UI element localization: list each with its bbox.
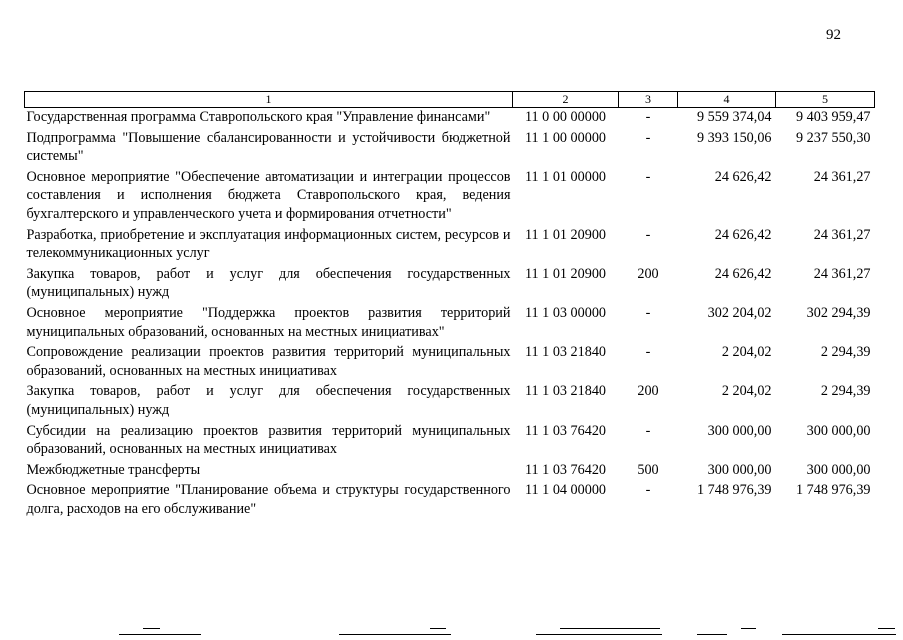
table-row xyxy=(25,129,875,168)
amount-2: 300 000,00 xyxy=(806,461,871,478)
item-name: Разработка, приобретение и эксплуатация информационных систем, ресурсов и телекоммуникационных услуг xyxy=(26,226,511,262)
table-row xyxy=(25,108,875,129)
expense-type: - xyxy=(645,129,651,146)
expense-type: - xyxy=(645,304,651,321)
item-name: Подпрограмма "Повышение сбалансированности и устойчивости бюджетной системы" xyxy=(26,129,511,165)
amount-2: 9 237 550,30 xyxy=(796,129,871,146)
expense-type: 200 xyxy=(637,265,659,282)
expense-type: - xyxy=(645,422,651,439)
table-row xyxy=(25,226,875,265)
expense-type: - xyxy=(645,344,651,361)
amount-1: 300 000,00 xyxy=(707,461,772,478)
item-code: 11 0 00 00000 xyxy=(524,109,607,125)
signature-line xyxy=(339,634,451,635)
expense-type: 500 xyxy=(637,461,659,478)
signature-line xyxy=(430,628,446,629)
amount-2: 9 403 959,47 xyxy=(796,109,871,125)
item-code: 11 1 03 21840 xyxy=(524,383,607,400)
item-name: Сопровождение реализации проектов развития территорий муниципальных образований, основанных на местных инициативах xyxy=(26,344,511,379)
table-row xyxy=(25,304,875,343)
signature-line xyxy=(560,628,660,629)
column-header-amount-2: 5 xyxy=(776,92,875,108)
expense-type: 200 xyxy=(637,383,659,400)
item-code: 11 1 04 00000 xyxy=(524,482,607,499)
table-row xyxy=(25,481,875,520)
amount-1: 300 000,00 xyxy=(707,422,772,439)
amount-1: 24 626,42 xyxy=(714,265,772,282)
amount-1: 2 204,02 xyxy=(721,383,772,400)
signature-line xyxy=(741,628,756,629)
item-name: Закупка товаров, работ и услуг для обеспечения государственных (муниципальных) нужд xyxy=(26,265,511,301)
item-name: Основное мероприятие "Поддержка проектов развития территорий муниципальных образований, основанных на местных инициативах" xyxy=(26,304,511,340)
item-name: Межбюджетные трансферты xyxy=(26,461,201,478)
amount-1: 9 559 374,04 xyxy=(697,109,772,125)
item-name: Основное мероприятие "Обеспечение автоматизации и интеграции процессов составления и исполнения бюджета Ставропольского края, ведения бухгалтерского и управленческого учета и формирования отчетности" xyxy=(26,168,511,222)
amount-2: 2 294,39 xyxy=(820,344,871,361)
item-code: 11 1 01 20900 xyxy=(524,226,607,243)
budget-table xyxy=(24,91,875,520)
column-header-amount-1: 4 xyxy=(678,92,776,108)
amount-1: 24 626,42 xyxy=(714,226,772,243)
amount-2: 2 294,39 xyxy=(820,383,871,400)
item-code: 11 1 01 00000 xyxy=(524,168,607,185)
column-header-type: 3 xyxy=(619,92,678,108)
amount-1: 9 393 150,06 xyxy=(697,129,772,146)
column-number-header-row xyxy=(25,92,875,108)
item-code: 11 1 00 00000 xyxy=(524,129,607,146)
amount-2: 24 361,27 xyxy=(813,265,871,282)
table-row xyxy=(25,422,875,461)
column-header-code: 2 xyxy=(513,92,619,108)
signature-line xyxy=(782,634,896,635)
item-name: Государственная программа Ставропольского края "Управление финансами" xyxy=(26,109,491,125)
table-row xyxy=(25,265,875,304)
table-row xyxy=(25,168,875,226)
amount-2: 300 000,00 xyxy=(806,422,871,439)
amount-2: 24 361,27 xyxy=(813,168,871,185)
item-code: 11 1 03 21840 xyxy=(524,344,607,361)
expense-type: - xyxy=(645,226,651,243)
amount-2: 1 748 976,39 xyxy=(796,482,871,499)
page-number: 92 xyxy=(826,27,841,43)
amount-2: 302 294,39 xyxy=(806,304,871,321)
amount-1: 2 204,02 xyxy=(721,344,772,361)
item-code: 11 1 03 76420 xyxy=(524,461,607,478)
table-row xyxy=(25,382,875,421)
expense-type: - xyxy=(645,109,651,125)
signature-line xyxy=(143,628,160,629)
item-code: 11 1 01 20900 xyxy=(524,265,607,282)
expense-type: - xyxy=(645,482,651,499)
expense-type: - xyxy=(645,168,651,185)
item-code: 11 1 03 76420 xyxy=(524,422,607,439)
item-name: Основное мероприятие "Планирование объема и структуры государственного долга, расходов на его обслуживание" xyxy=(26,482,511,517)
column-header-name: 1 xyxy=(25,92,513,108)
table-row xyxy=(25,461,875,482)
signature-line xyxy=(536,634,662,635)
table-row xyxy=(25,343,875,382)
amount-1: 1 748 976,39 xyxy=(697,482,772,499)
amount-2: 24 361,27 xyxy=(813,226,871,243)
item-name: Субсидии на реализацию проектов развития территорий муниципальных образований, основанных на местных инициативах xyxy=(26,422,511,458)
signature-line xyxy=(119,634,201,635)
amount-1: 24 626,42 xyxy=(714,168,772,185)
item-name: Закупка товаров, работ и услуг для обеспечения государственных (муниципальных) нужд xyxy=(26,383,511,418)
signature-line xyxy=(878,628,895,629)
amount-1: 302 204,02 xyxy=(707,304,772,321)
signature-line xyxy=(697,634,727,635)
item-code: 11 1 03 00000 xyxy=(524,304,607,321)
